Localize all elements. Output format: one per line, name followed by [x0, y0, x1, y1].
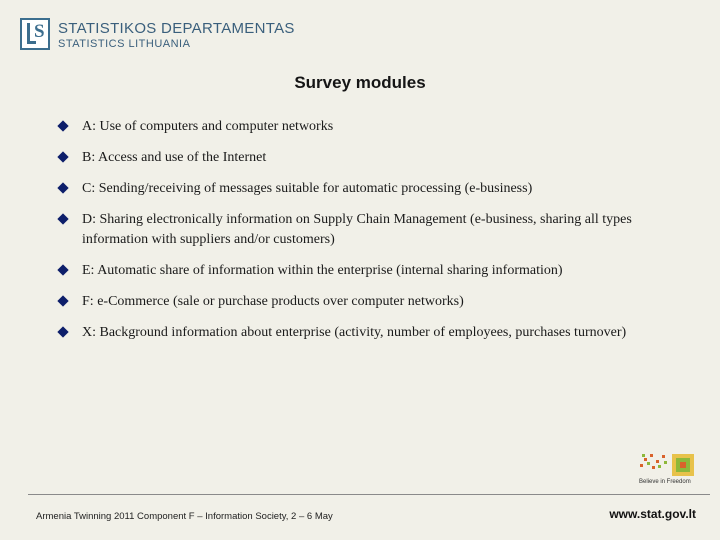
- diamond-bullet-icon: [57, 120, 68, 131]
- diamond-bullet-icon: [57, 151, 68, 162]
- badge-slogan: Believe in Freedom: [639, 479, 691, 485]
- footer-divider: [28, 494, 710, 495]
- module-item-d: [58, 210, 658, 250]
- module-item-f: [58, 292, 658, 312]
- module-code: C:: [82, 181, 96, 196]
- module-text: Access and use of the Internet: [97, 150, 267, 165]
- diamond-bullet-icon: [57, 182, 68, 193]
- website-link[interactable]: www.stat.gov.lt: [609, 507, 696, 521]
- module-code: F:: [82, 294, 94, 309]
- module-text: Background information about enterprise (activity, number of employees, purchases turnover): [99, 325, 627, 340]
- module-item-b: [58, 148, 658, 168]
- org-name-en: STATISTICS LITHUANIA: [58, 38, 191, 50]
- slide-title: Survey modules: [294, 73, 426, 92]
- diamond-bullet-icon: [57, 326, 68, 337]
- module-code: B:: [82, 150, 96, 165]
- module-item-e: [58, 261, 658, 281]
- module-code: D:: [82, 212, 96, 227]
- module-item-c: [58, 179, 658, 199]
- module-code: X:: [82, 325, 96, 340]
- module-item-x: [58, 323, 658, 343]
- module-code: A:: [82, 119, 96, 134]
- diamond-bullet-icon: [57, 213, 68, 224]
- module-text: Sharing electronically information on Supply Chain Management (e-business, sharing all types information with suppliers and/or customers): [82, 212, 632, 247]
- diamond-bullet-icon: [57, 264, 68, 275]
- module-list: [58, 117, 658, 354]
- module-item-a: [58, 117, 658, 137]
- module-text: Use of computers and computer networks: [99, 119, 334, 134]
- footer-text: Armenia Twinning 2011 Component F – Information Society, 2 – 6 May: [36, 511, 333, 522]
- module-code: E:: [82, 263, 95, 278]
- module-text: Automatic share of information within the enterprise (internal sharing information): [97, 263, 563, 278]
- module-text: Sending/receiving of messages suitable for automatic processing (e-business): [98, 181, 533, 196]
- module-text: e-Commerce (sale or purchase products over computer networks): [97, 294, 464, 309]
- org-name-lt: STATISTIKOS DEPARTAMENTAS: [58, 20, 295, 37]
- diamond-bullet-icon: [57, 295, 68, 306]
- statistics-lithuania-logo-icon: S: [20, 18, 50, 50]
